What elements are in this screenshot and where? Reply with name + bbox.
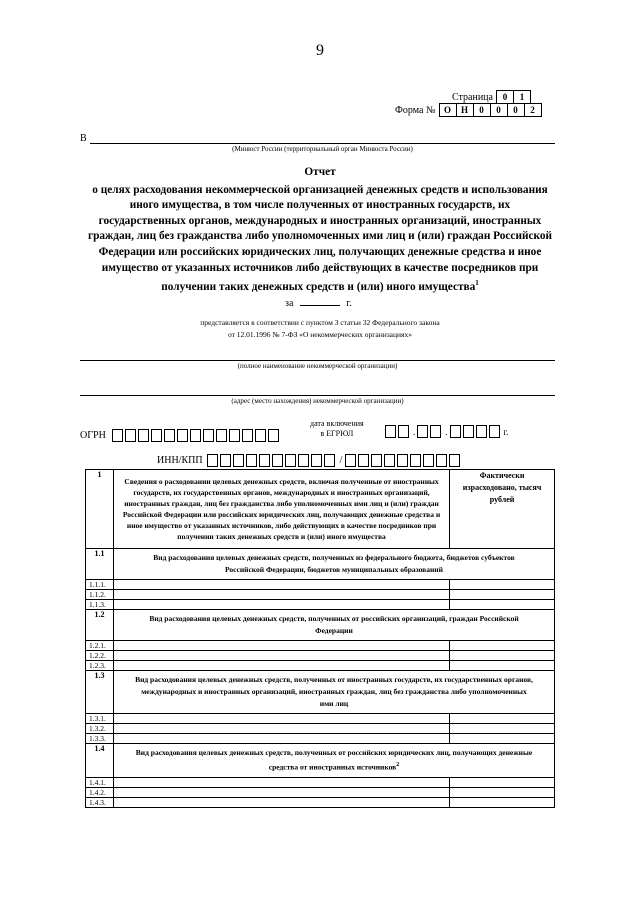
page-code [452,90,531,104]
title-line: граждан, лиц без гражданства либо уполномоченных ими лиц и (или) граждан Российской [88,230,552,243]
digit-box[interactable] [177,429,188,442]
digit-box[interactable] [358,454,369,467]
period-suffix: г. [346,298,352,309]
period [285,298,352,309]
egrul-label [310,419,364,439]
org-name-caption: (полное наименование некоммерческой организации) [237,362,398,370]
table-row [86,797,555,807]
title-line: имущество от указанных источников либо действующих в качестве посредников при [101,261,539,274]
section-description [113,549,554,580]
row-value-cell[interactable] [450,661,555,671]
table-row [86,714,555,724]
expenses-table [85,469,555,808]
org-address-line[interactable] [80,395,555,396]
section-num: 1.2 [86,610,114,641]
digit-box[interactable] [384,454,395,467]
egrul-date-field[interactable]: . . г. [385,425,508,438]
digit-box[interactable] [423,454,434,467]
header-description: Сведения о расходовании целевых денежных средств, включая полученные от иностранных государств, их государственных органов, международных и иностранных организаций, иностранных граждан, лиц без гражданства либо уполномоченных ими лиц и (или) граждан Российской Федерации или российских юридических лиц, получающих денежные средства и иное имущество от указанных источников, либо действующих в качестве посредников при получении таких денежных средств и (или) иного имущества [113,470,449,549]
digit-box[interactable] [449,454,460,467]
row-value-cell[interactable] [450,777,555,787]
table-section-row [86,744,555,778]
section-num: 1.1 [86,549,114,580]
row-description-cell[interactable] [113,661,449,671]
inn-separator: / [339,454,343,466]
row-value-cell[interactable] [450,580,555,590]
section-description [113,744,554,778]
digit-box[interactable] [220,454,231,467]
digit-box[interactable] [112,429,123,442]
row-num: 1.2.1. [86,641,114,651]
row-value-cell[interactable] [450,651,555,661]
kpp-field[interactable] [345,451,462,469]
page-digit-cell: 0 [496,90,514,104]
row-value-cell[interactable] [450,600,555,610]
inn-label: ИНН/КПП [157,454,203,466]
row-value-cell[interactable] [450,787,555,797]
table-row [86,580,555,590]
digit-box[interactable] [203,429,214,442]
row-num: 1.4.2. [86,787,114,797]
form-digit-cell: 0 [473,103,491,117]
form-label: Форма № [395,104,436,116]
egrul-label-1: дата включения [310,419,364,428]
to-prefix: В [80,133,87,144]
digit-box[interactable] [125,429,136,442]
digit-box[interactable] [259,454,270,467]
digit-box[interactable] [151,429,162,442]
digit-box[interactable] [285,454,296,467]
form-digit-cell: 2 [524,103,542,117]
digit-box[interactable] [207,454,218,467]
section-text: Вид расходования целевых денежных средств, полученных от российских юридических лиц, получающих денежные средства от иностранных источников [135,748,533,772]
table-row [86,724,555,734]
title-line: государственных органов, международных и иностранных организаций, иностранных [98,214,542,227]
row-value-cell[interactable] [450,714,555,724]
digit-box[interactable] [246,454,257,467]
digit-box[interactable] [410,454,421,467]
digit-box[interactable] [233,454,244,467]
table-section-row [86,549,555,580]
period-prefix: за [285,298,294,309]
to-caption: (Минюст России (территориальный орган Минюста России) [232,145,413,153]
row-num: 1.1.3. [86,600,114,610]
section-num: 1.4 [86,744,114,778]
table-section-row [86,610,555,641]
row-num: 1.3.1. [86,714,114,724]
row-num: 1.1.2. [86,590,114,600]
period-year-field[interactable] [300,305,340,306]
digit-box[interactable] [164,429,175,442]
digit-box[interactable] [268,429,279,442]
page-digits [497,90,531,104]
digit-box[interactable] [371,454,382,467]
form-digit-cell: 0 [490,103,508,117]
table-row [86,590,555,600]
row-description-cell[interactable] [113,787,449,797]
digit-box[interactable] [255,429,266,442]
form-digit-cell: 0 [507,103,525,117]
expenses-table-wrap [85,469,555,808]
digit-box[interactable] [311,454,322,467]
row-num: 1.2.2. [86,651,114,661]
title-heading: Отчет [304,166,336,178]
row-num: 1.4.1. [86,777,114,787]
org-address-caption: (адрес (место нахождения) некоммерческой организации) [231,397,404,405]
title-footnote-mark: 1 [475,279,479,288]
row-description-cell[interactable] [113,714,449,724]
law-line-1: представляется в соответствии с пунктом 3 статьи 32 Федерального закона [200,318,440,327]
row-description-cell[interactable] [113,580,449,590]
row-value-cell[interactable] [450,641,555,651]
section-num: 1.3 [86,671,114,714]
row-num: 1.2.3. [86,661,114,671]
digit-box[interactable] [229,429,240,442]
digit-box[interactable] [298,454,309,467]
form-digit-cell: Н [456,103,474,117]
digit-box[interactable] [242,429,253,442]
ogrn-field[interactable] [112,426,281,444]
ogrn-label: ОГРН [80,429,106,441]
section-text: Вид расходования целевых денежных средств, полученных из федерального бюджета, бюджетов субъектов Российской Федерации, бюджетов муниципальных образований [153,553,515,574]
egrul-year-suffix: г. [503,426,509,437]
section-text: Вид расходования целевых денежных средств, полученных от российских организаций, граждан Российской Федерации [149,614,519,635]
section-description [113,671,554,714]
page-number: 9 [316,42,324,59]
header-value: Фактически израсходовано, тысяч рублей [450,470,555,549]
row-description-cell[interactable] [113,797,449,807]
row-value-cell[interactable] [450,797,555,807]
ogrn-row [80,426,281,444]
digit-box[interactable] [272,454,283,467]
table-row [86,777,555,787]
title-line: получении таких денежных средств и (или) иного имущества$^1$ [161,279,479,293]
table-row [86,734,555,744]
table-row [86,661,555,671]
section-footnote-mark: 2 [396,762,400,768]
row-description-cell[interactable] [113,590,449,600]
table-row [86,641,555,651]
header-num: 1 [86,470,114,549]
row-num: 1.4.3. [86,797,114,807]
row-value-cell[interactable] [450,590,555,600]
row-value-cell[interactable] [450,734,555,744]
form-digits [440,103,542,117]
title-line: Федерации или российских юридических лиц, получающих денежные средства и иное [98,245,542,258]
row-description-cell[interactable] [113,734,449,744]
title-line: иного имущества, в том числе полученных от иностранных государств, их [129,199,511,212]
row-description-cell[interactable] [113,777,449,787]
row-num: 1.3.2. [86,724,114,734]
report-title [60,165,580,296]
row-description-cell[interactable] [113,724,449,734]
form-digit-cell: О [439,103,457,117]
page-label: Страница [452,91,493,103]
page-digit-cell: 1 [513,90,531,104]
digit-box[interactable] [345,454,356,467]
digit-box[interactable] [397,454,408,467]
section-text: Вид расходования целевых денежных средств, полученных от иностранных государств, их государственных органов, международных и иностранных организаций, иностранных граждан, лиц без гражданства либо уполномоченных ими лиц [135,675,533,708]
law-line-2: от 12.01.1996 № 7-ФЗ «О некоммерческих организациях» [227,330,412,339]
row-description-cell[interactable] [113,600,449,610]
row-value-cell[interactable] [450,724,555,734]
egrul-label-2: в ЕГРЮЛ [320,429,354,438]
digit-box[interactable] [216,429,227,442]
org-name-line[interactable] [80,360,555,361]
digit-box[interactable] [436,454,447,467]
table-header-row [86,470,555,549]
digit-box[interactable] [324,454,335,467]
table-row [86,651,555,661]
table-section-row [86,671,555,714]
digit-box[interactable] [138,429,149,442]
row-description-cell[interactable] [113,641,449,651]
section-description [113,610,554,641]
row-num: 1.3.3. [86,734,114,744]
inn-field[interactable] [207,451,337,469]
table-row [86,787,555,797]
digit-box[interactable] [190,429,201,442]
title-line: о целях расходования некоммерческой организацией денежных средств и использования [92,183,548,196]
to-line [90,143,555,144]
inn-row [157,451,462,469]
row-num: 1.1.1. [86,580,114,590]
form-code [395,103,542,117]
row-description-cell[interactable] [113,651,449,661]
table-row [86,600,555,610]
